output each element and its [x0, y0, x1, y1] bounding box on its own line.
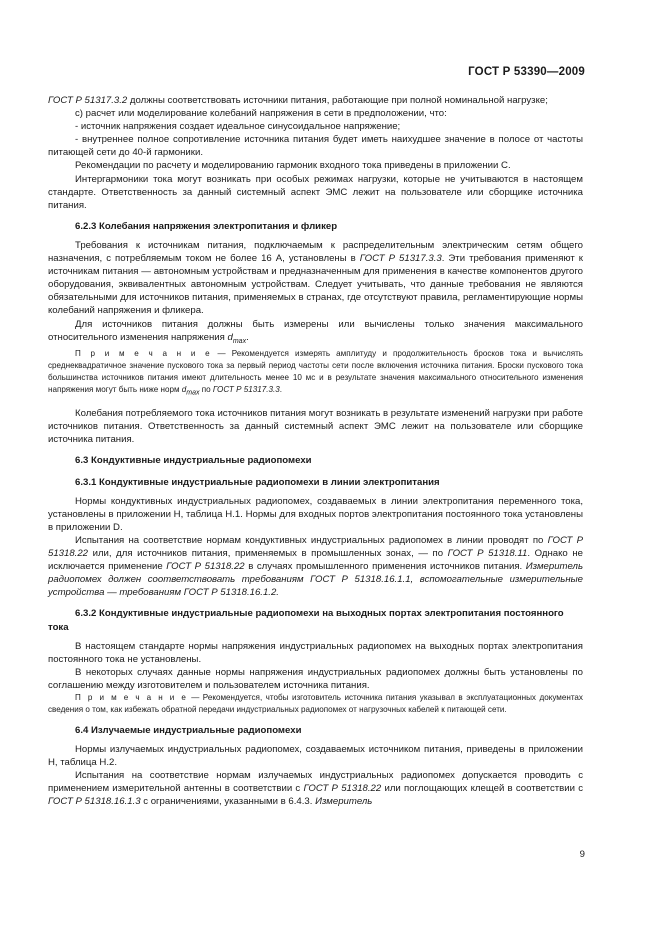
text: Испытания на соответствие нормам кондуктивных индустриальных радиопомех в линии проводят по: [75, 534, 548, 546]
section-heading-6-3-2: 6.3.2 Кондуктивные индустриальные радиопомехи на выходных портах электропитания постоянного тока: [48, 608, 564, 633]
italic-text: Измеритель радиопомех должен соответствовать требованиям ГОСТ Р 51318.16.1.1, вспомогательные измерительные устройства — требованиям ГОСТ Р 51318.16.1.2.: [48, 561, 584, 599]
symbol-d: d: [227, 331, 233, 343]
list-item-c: c) расчет или моделирование колебаний напряжения в сети в предположении, что:: [75, 108, 447, 120]
paragraph: В настоящем стандарте нормы напряжения индустриальных радиопомех на выходных портах электропитания постоянного тока не установлены.: [48, 640, 583, 665]
standard-reference: ГОСТ Р 51318.16.1.3: [48, 796, 141, 808]
symbol-d: d: [181, 384, 187, 394]
text: . Однако не исключается применение: [48, 548, 583, 573]
document-body: [48, 94, 583, 809]
text: с ограничениями, указанными в 6.4.3.: [140, 796, 316, 808]
symbol-subscript-max: max: [232, 337, 247, 345]
note: [48, 348, 583, 400]
paragraph: Нормы кондуктивных индустриальных радиопомех, создаваемых в линии электропитания переменного тока, установлены в приложении Н, таблица Н.1. Нормы для входных портов электропитания постоянного тока установлены в приложении D.: [48, 495, 583, 533]
text: по: [199, 384, 213, 394]
list-item-dash: - внутреннее полное сопротивление источника питания будет иметь наихудшее значение в полосе от частоты питающей сети до 40-й гармоники.: [48, 134, 583, 159]
paragraph: [48, 534, 583, 599]
section-heading-6-3-1: 6.3.1 Кондуктивные индустриальные радиопомехи в линии электропитания: [75, 476, 440, 488]
text: Для источников питания должны быть измерены или вычислены только значения максимального относительного изменения напряжения: [48, 318, 583, 343]
paragraph: Колебания потребляемого тока источников питания могут возникать в результате изменений нагрузки при работе источников питания. Ответственность за данный системный аспект ЭМС лежит на пользователе или сборщике источника питания.: [48, 408, 583, 446]
standard-reference: ГОСТ Р 51317.3.3: [212, 384, 280, 394]
standard-reference: ГОСТ Р 51318.22: [303, 783, 382, 795]
text: . Эти требования применяют к источникам питания — автономным устройствам и предназначенным для применения в качестве компонентов другого оборудования, эквивалентных автономным устройствам. Следует учитывать, что данные требования не являются обязательными для источников питания, применяемых в странах, где отсутствуют правила, регламентирующие нормы колебаний напряжения и фликера.: [48, 253, 583, 317]
text: должны соответствовать источники питания, работающие при полной номинальной нагрузке;: [127, 95, 548, 106]
list-item-dash: - источник напряжения создает идеальное синусоидальное напряжение;: [75, 121, 401, 133]
section-heading-6-2-3: 6.2.3 Колебания напряжения электропитания и фликер: [75, 220, 338, 232]
note-label: П р и м е ч а н и е: [75, 348, 212, 358]
text: Требования к источникам питания, подключаемым к распределительным электрическим сетям общего назначения, с потребляемым током не более 16 А, установлены в: [48, 239, 583, 265]
standard-reference: ГОСТ Р 51318.22: [166, 561, 245, 573]
paragraph: [48, 94, 583, 107]
paragraph: Интергармоники тока могут возникать при особых режимах нагрузки, которые не учитываются в настоящем стандарте. Ответственность за данный системный аспект ЭМС лежит на пользователе или сборщике источника питания.: [48, 173, 583, 211]
text: .: [279, 384, 283, 394]
paragraph: В некоторых случаях данные нормы напряжения индустриальных радиопомех должны быть установлены по соглашению между изготовителем и пользователем источника питания.: [48, 666, 583, 691]
text: — Рекомендуется измерять амплитуду и продолжительность бросков тока и вычислять среднеквадратичное значение пускового тока за первый период частоты сети после включения источника питания. Броски пускового тока большинства источников питания имеют длительность менее 10 мс и в результате значения максимального относительного изменения напряжения могут быть ниже норм: [48, 348, 583, 394]
paragraph: Нормы излучаемых индустриальных радиопомех, создаваемых источником питания, приведены в приложении Н, таблица Н.2.: [48, 744, 583, 769]
text: или поглощающих клещей в соответствии с: [381, 783, 583, 795]
text: или, для источников питания, применяемых в промышленных зонах, — по: [88, 548, 448, 560]
text: — Рекомендуется, чтобы изготовитель источника питания указывал в эксплуатационных документах сведения о том, как избежать обратной передачи индустриальных радиопомех от нагрузочных кабелей к питающей сети.: [48, 692, 583, 714]
text: Испытания на соответствие нормам излучаемых индустриальных радиопомех допускается проводить с применением измерительной антенны в соответствии с: [48, 770, 583, 795]
standard-reference: ГОСТ Р 51317.3.2: [48, 95, 128, 106]
standard-header: ГОСТ Р 53390—2009: [468, 66, 585, 78]
paragraph: [48, 239, 583, 318]
text: .: [246, 331, 249, 343]
standard-reference: ГОСТ Р 51318.22: [48, 534, 584, 560]
standard-reference: ГОСТ Р 51318.11: [447, 548, 528, 560]
standard-reference: ГОСТ Р 51317.3.3: [359, 253, 442, 265]
section-heading-6-4: 6.4 Излучаемые индустриальные радиопомехи: [75, 724, 302, 736]
paragraph: [48, 318, 583, 348]
text: в случаях промышленного применения источников питания.: [244, 561, 526, 573]
symbol-subscript-max: max: [186, 389, 200, 397]
page-number: 9: [579, 849, 585, 860]
italic-text: Измеритель: [315, 796, 373, 808]
paragraph: [48, 769, 583, 808]
paragraph: Рекомендации по расчету и моделированию гармоник входного тока приведены в приложении С.: [75, 160, 511, 172]
section-heading-6-3: 6.3 Кондуктивные индустриальные радиопомехи: [75, 455, 312, 467]
note: [48, 692, 583, 716]
note-label: П р и м е ч а н и е: [75, 692, 188, 702]
